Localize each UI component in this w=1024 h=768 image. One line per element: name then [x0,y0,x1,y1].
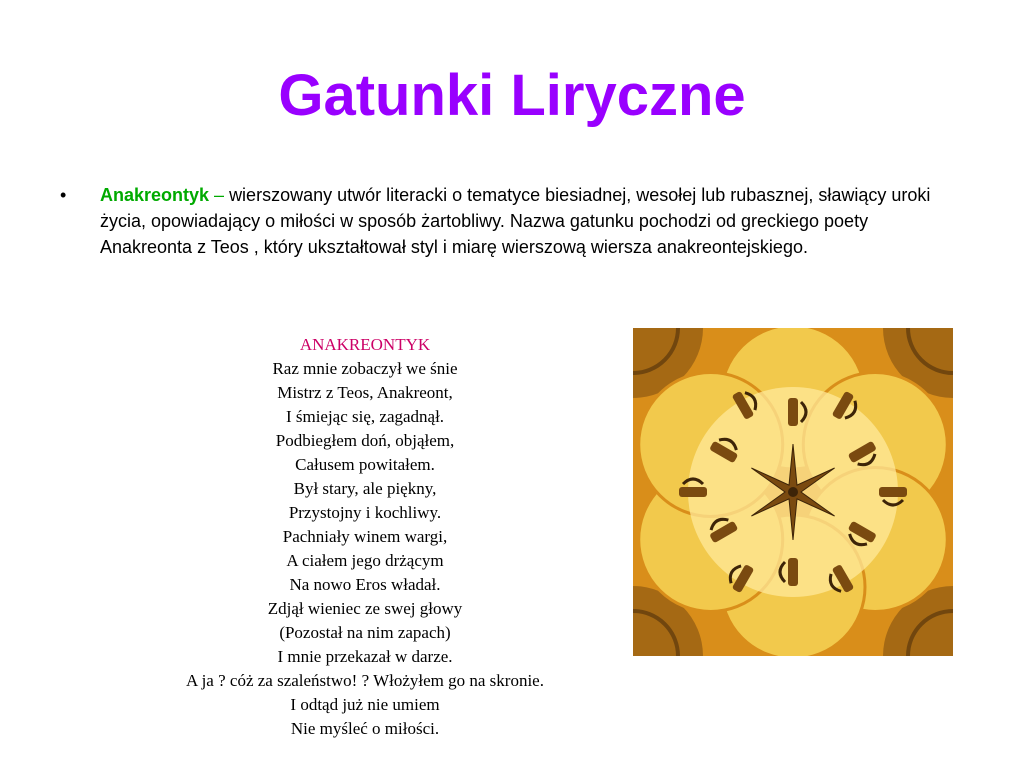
poem-line: Pachniały winem wargi, [282,527,448,546]
poem-line: Był stary, ale piękny, [293,479,437,498]
definition-dash: – [209,185,230,205]
poem-line: Podbiegłem doń, objąłem, [275,431,455,450]
kaleidoscope-graphic [633,328,953,656]
definition-text-block [100,182,950,260]
poem-line: A ciałem jego drżącym [286,551,444,570]
poem-line: I odtąd już nie umiem [290,695,440,714]
poem-line: Zdjął wieniec ze swej głowy [267,599,463,618]
poem-title: ANAKREONTYK [299,335,431,354]
art-motif [679,487,707,497]
poem-line: Mistrz z Teos, Anakreont, [277,383,453,402]
poem [140,333,590,741]
definition-term: Anakreontyk [100,185,210,205]
poem-line: I śmiejąc się, zagadnął. [285,407,445,426]
poem-line: A ja ? cóż za szaleństwo! ? Włożyłem go na skronie. [186,671,544,690]
art-motif [788,398,798,426]
definition-bullet [60,182,950,260]
art-motif [788,558,798,586]
poem-line: I mnie przekazał w darze. [277,647,453,666]
poem-line: Przystojny i kochliwy. [288,503,442,522]
art-motif [879,487,907,497]
poem-line: Raz mnie zobaczył we śnie [272,359,458,378]
bullet-marker: • [60,185,67,205]
poem-line: Całusem powitałem. [295,455,435,474]
slide-title: Gatunki Liryczne [278,63,746,128]
poem-lines [140,357,590,741]
definition-body: wierszowany utwór literacki o tematyce biesiadnej, wesołej lub rubasznej, sławiący uroki życia, opowiadający o miłości w sposób żartobliwy. Nazwa gatunku pochodzi od greckiego poety Anakreonta z Teos , który ukształtował styl i miarę wierszową wiersza anakreontejskiego. [100,185,931,257]
poem-line: (Pozostał na nim zapach) [279,623,451,642]
poem-line: Na nowo Eros władał. [289,575,441,594]
art-center-dot [788,487,798,497]
kaleidoscope-image [633,328,953,656]
poem-line: Nie myśleć o miłości. [290,719,440,738]
